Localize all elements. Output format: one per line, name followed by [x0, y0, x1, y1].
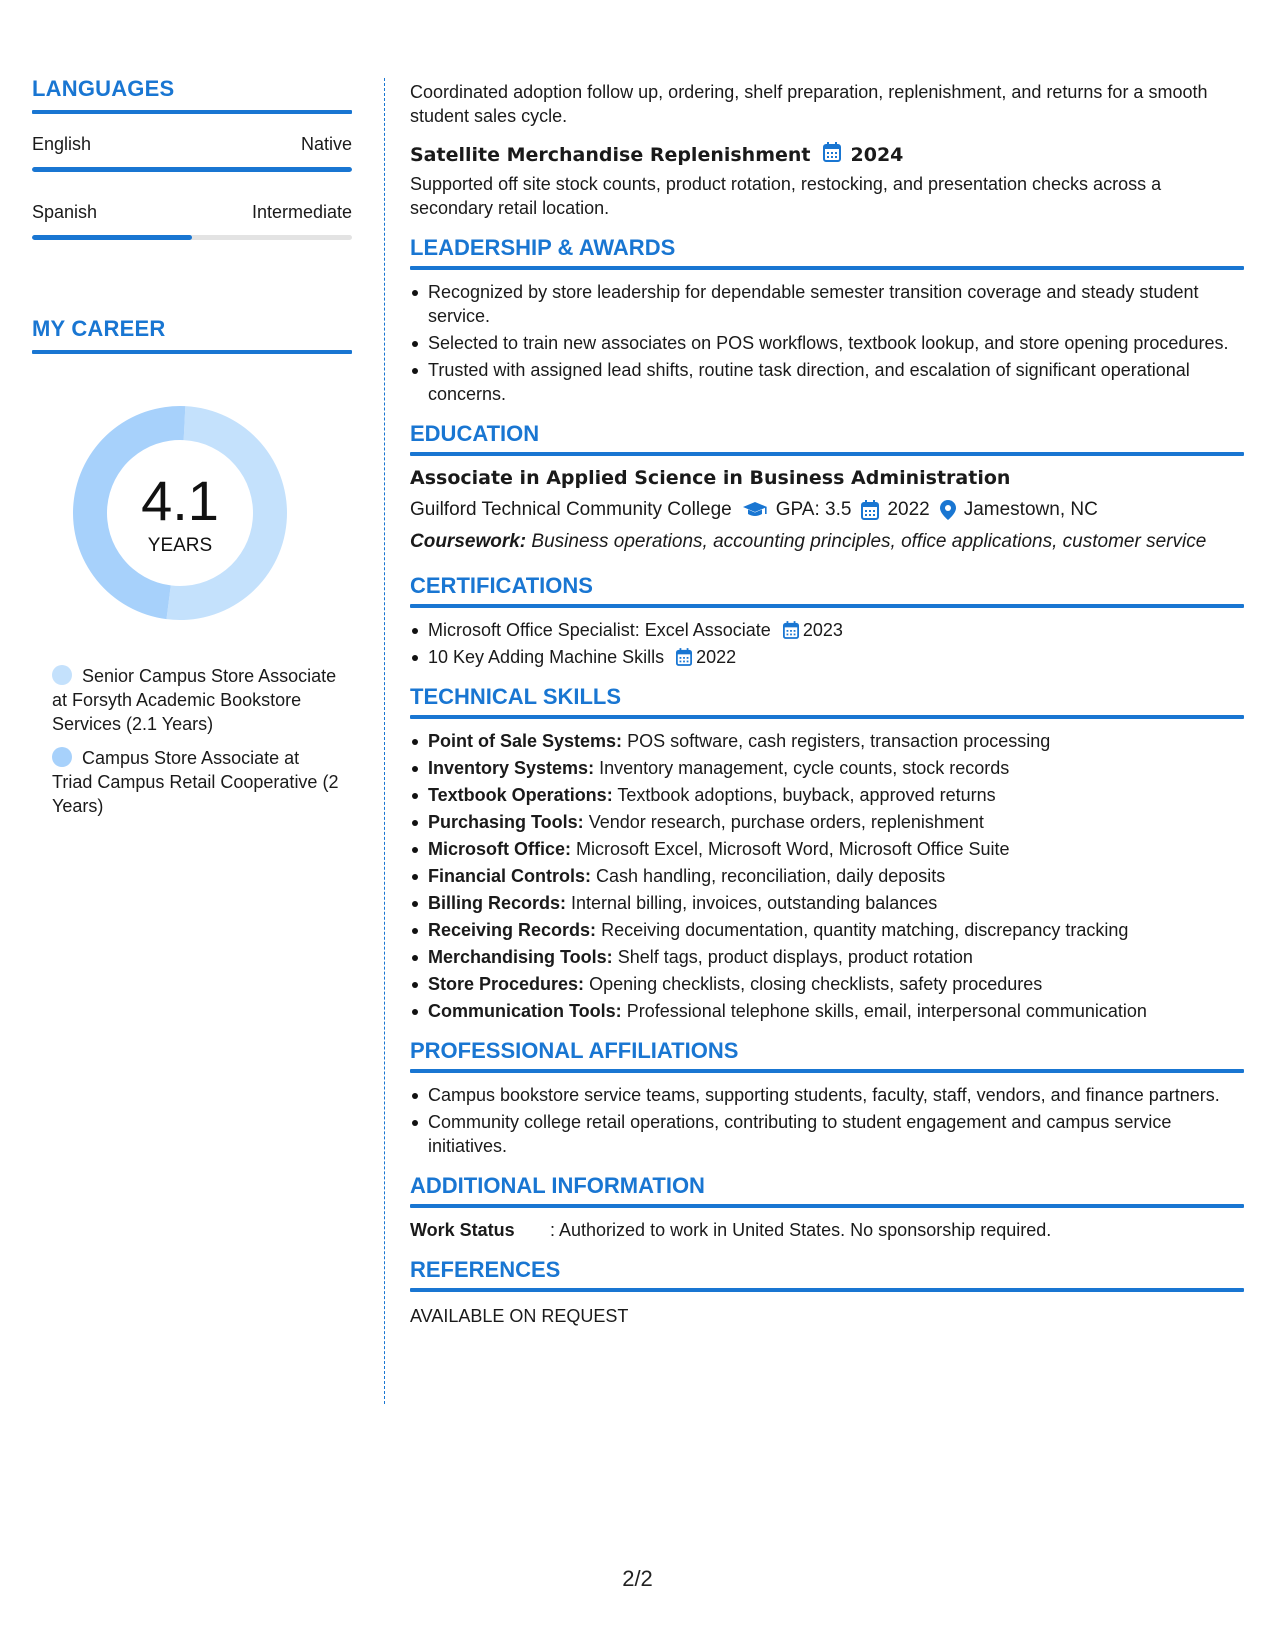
section-rule [410, 452, 1244, 456]
education-degree: Associate in Applied Science in Business Administration [410, 467, 1011, 489]
career-rule [32, 350, 352, 354]
languages-section [32, 76, 352, 240]
career-title: MY CAREER [32, 316, 166, 341]
education-title: EDUCATION [410, 421, 540, 446]
education-gpa: GPA: 3.5 [775, 499, 852, 520]
calendar-icon [676, 648, 692, 666]
skill-item [410, 918, 1244, 942]
skills-list [410, 729, 1244, 1023]
skill-label: Microsoft Office: [428, 839, 572, 859]
references-title: REFERENCES [410, 1257, 561, 1282]
languages-title: LANGUAGES [32, 76, 175, 101]
skill-item [410, 783, 1244, 807]
skill-value: POS software, cash registers, transaction processing [627, 731, 1051, 751]
list-item: Community college retail operations, contributing to student engagement and campus service initiatives. [410, 1110, 1244, 1158]
education-school: Guilford Technical Community College [410, 499, 732, 520]
career-legend-label: Senior Campus Store Associate at Forsyth Academic Bookstore Services (2.1 Years) [52, 666, 337, 734]
career-donut-chart [65, 398, 295, 628]
skill-item [410, 729, 1244, 753]
list-item: Selected to train new associates on POS workflows, textbook lookup, and store opening procedures. [410, 331, 1244, 355]
education-section [410, 422, 1244, 554]
career-section [32, 316, 352, 818]
affiliations-title: PROFESSIONAL AFFILIATIONS [410, 1038, 739, 1063]
work-status-value: : Authorized to work in United States. No sponsorship required. [550, 1220, 1052, 1240]
section-rule [410, 604, 1244, 608]
list-item: Campus bookstore service teams, supporting students, faculty, staff, vendors, and finance partners. [410, 1083, 1244, 1107]
additional-title: ADDITIONAL INFORMATION [410, 1173, 705, 1198]
career-legend-item [52, 664, 342, 736]
skills-title: TECHNICAL SKILLS [410, 684, 622, 709]
left-column [32, 76, 352, 828]
section-rule [410, 1069, 1244, 1073]
entry-year: 2024 [850, 144, 904, 166]
language-name: English [32, 134, 92, 154]
skill-value: Professional telephone skills, email, interpersonal communication [626, 1001, 1147, 1021]
career-legend [32, 664, 352, 818]
skill-item [410, 999, 1244, 1023]
skill-item [410, 972, 1244, 996]
certification-year: 2022 [696, 647, 737, 667]
skill-value: Inventory management, cycle counts, stock records [599, 758, 1010, 778]
calendar-icon [783, 621, 799, 639]
experience-continuation [410, 80, 1244, 220]
column-divider [384, 78, 385, 1404]
skill-label: Purchasing Tools: [428, 812, 584, 832]
work-status-label: Work Status [410, 1220, 515, 1240]
language-proficiency-bar [32, 235, 352, 240]
experience-entry-title [410, 142, 1244, 168]
skill-value: Internal billing, invoices, outstanding balances [571, 893, 938, 913]
skill-value: Receiving documentation, quantity matching, discrepancy tracking [601, 920, 1129, 940]
career-legend-item [52, 746, 342, 818]
certification-item [410, 618, 1244, 642]
education-meta [410, 498, 1244, 522]
references-section [410, 1258, 1244, 1328]
skill-label: Inventory Systems: [428, 758, 595, 778]
skill-label: Store Procedures: [428, 974, 585, 994]
references-text: AVAILABLE ON REQUEST [410, 1306, 629, 1326]
skill-label: Financial Controls: [428, 866, 592, 886]
language-item [32, 134, 352, 172]
skill-value: Textbook adoptions, buyback, approved returns [617, 785, 996, 805]
education-location: Jamestown, NC [963, 499, 1098, 520]
page-number: 2/2 [622, 1566, 653, 1591]
career-years-unit: YEARS [147, 535, 213, 556]
section-rule [410, 1204, 1244, 1208]
leadership-section [410, 236, 1244, 406]
skill-label: Billing Records: [428, 893, 567, 913]
section-rule [410, 715, 1244, 719]
section-rule [410, 1288, 1244, 1292]
language-item [32, 202, 352, 240]
skill-label: Merchandising Tools: [428, 947, 613, 967]
skill-label: Communication Tools: [428, 1001, 622, 1021]
location-pin-icon [940, 500, 956, 520]
calendar-icon [861, 500, 879, 520]
language-proficiency-fill [32, 167, 352, 172]
coursework-text: Business operations, accounting principles, office applications, customer service [531, 531, 1207, 552]
list-item: Trusted with assigned lead shifts, routine task direction, and escalation of significant operational concerns. [410, 358, 1244, 406]
certification-name: 10 Key Adding Machine Skills [428, 647, 665, 667]
skill-label: Point of Sale Systems: [428, 731, 623, 751]
language-name: Spanish [32, 202, 98, 222]
language-level: Intermediate [251, 202, 352, 222]
skill-item [410, 837, 1244, 861]
work-status-row [410, 1218, 1244, 1242]
skill-value: Vendor research, purchase orders, replenishment [588, 812, 984, 832]
list-item: Recognized by store leadership for dependable semester transition coverage and steady student service. [410, 280, 1244, 328]
experience-text: Coordinated adoption follow up, ordering, shelf preparation, replenishment, and returns for a smooth student sales cycle. [410, 82, 1208, 126]
skill-item [410, 891, 1244, 915]
skill-item [410, 810, 1244, 834]
certification-item [410, 645, 1244, 669]
experience-text: Supported off site stock counts, product rotation, restocking, and presentation checks across a secondary retail location. [410, 174, 1162, 218]
graduation-cap-icon [742, 501, 768, 519]
donut-center [65, 398, 295, 628]
additional-section [410, 1174, 1244, 1242]
language-proficiency-bar [32, 167, 352, 172]
languages-rule [32, 110, 352, 114]
affiliations-section [410, 1039, 1244, 1158]
language-level: Native [300, 134, 352, 154]
entry-title-text: Satellite Merchandise Replenishment [410, 144, 811, 166]
skill-value: Opening checklists, closing checklists, safety procedures [589, 974, 1043, 994]
leadership-title: LEADERSHIP & AWARDS [410, 235, 676, 260]
skill-item [410, 945, 1244, 969]
skill-item [410, 864, 1244, 888]
section-rule [410, 266, 1244, 270]
certifications-title: CERTIFICATIONS [410, 573, 593, 598]
language-proficiency-fill [32, 235, 192, 240]
skill-item [410, 756, 1244, 780]
skill-value: Shelf tags, product displays, product rotation [617, 947, 973, 967]
certification-name: Microsoft Office Specialist: Excel Associate [428, 620, 771, 640]
right-column [410, 80, 1244, 1328]
career-total-years: 4.1 [141, 469, 219, 532]
skill-value: Cash handling, reconciliation, daily deposits [596, 866, 946, 886]
career-legend-label: Campus Store Associate at Triad Campus Retail Cooperative (2 Years) [52, 748, 339, 816]
skills-section [410, 685, 1244, 1023]
certifications-section [410, 574, 1244, 669]
legend-dot-icon [52, 665, 72, 685]
legend-dot-icon [52, 747, 72, 767]
coursework-label: Coursework: [410, 531, 527, 552]
education-coursework [410, 530, 1244, 554]
certification-year: 2023 [802, 620, 843, 640]
education-year: 2022 [887, 499, 930, 520]
skill-label: Textbook Operations: [428, 785, 613, 805]
skill-label: Receiving Records: [428, 920, 597, 940]
skill-value: Microsoft Excel, Microsoft Word, Microsoft Office Suite [576, 839, 1010, 859]
calendar-icon [823, 142, 841, 168]
